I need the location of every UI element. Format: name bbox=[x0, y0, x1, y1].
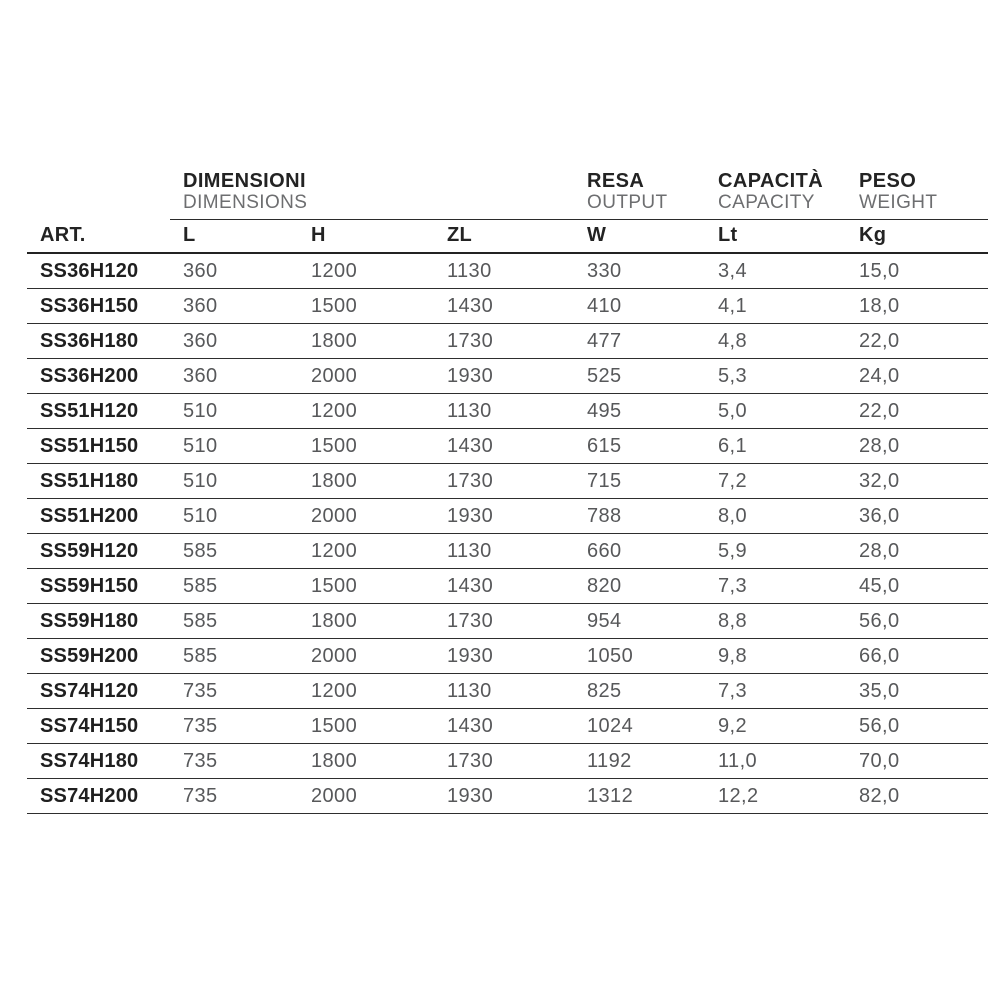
cell-w: 1192 bbox=[574, 744, 705, 779]
cell-kg: 36,0 bbox=[846, 499, 988, 534]
cell-lt: 7,2 bbox=[705, 464, 846, 499]
cell-art: SS74H120 bbox=[27, 674, 170, 709]
cell-zl: 1930 bbox=[434, 639, 574, 674]
cell-zl: 1930 bbox=[434, 499, 574, 534]
unit-header-kg: Kg bbox=[846, 220, 988, 254]
cell-h: 1200 bbox=[298, 534, 434, 569]
group-header-weight bbox=[846, 170, 988, 220]
unit-header-zl: ZL bbox=[434, 220, 574, 254]
cell-kg: 32,0 bbox=[846, 464, 988, 499]
cell-l: 735 bbox=[170, 744, 298, 779]
cell-zl: 1430 bbox=[434, 289, 574, 324]
cell-zl: 1430 bbox=[434, 709, 574, 744]
table-row bbox=[27, 289, 988, 324]
cell-kg: 56,0 bbox=[846, 604, 988, 639]
group-header-row bbox=[27, 170, 988, 220]
cell-art: SS36H150 bbox=[27, 289, 170, 324]
table-row bbox=[27, 744, 988, 779]
cell-kg: 22,0 bbox=[846, 324, 988, 359]
art-header-spacer bbox=[27, 170, 170, 220]
cell-w: 788 bbox=[574, 499, 705, 534]
cell-zl: 1930 bbox=[434, 359, 574, 394]
table-row bbox=[27, 394, 988, 429]
table-row bbox=[27, 464, 988, 499]
cell-l: 735 bbox=[170, 674, 298, 709]
unit-header-l: L bbox=[170, 220, 298, 254]
cell-w: 410 bbox=[574, 289, 705, 324]
cell-h: 1800 bbox=[298, 324, 434, 359]
cell-h: 1200 bbox=[298, 253, 434, 289]
art-column-header: ART. bbox=[27, 220, 170, 254]
cell-h: 1500 bbox=[298, 709, 434, 744]
cell-art: SS51H120 bbox=[27, 394, 170, 429]
cell-l: 360 bbox=[170, 359, 298, 394]
cell-zl: 1930 bbox=[434, 779, 574, 814]
cell-kg: 45,0 bbox=[846, 569, 988, 604]
cell-zl: 1130 bbox=[434, 394, 574, 429]
cell-art: SS51H150 bbox=[27, 429, 170, 464]
cell-art: SS59H150 bbox=[27, 569, 170, 604]
cell-lt: 5,9 bbox=[705, 534, 846, 569]
group-subtitle-weight: WEIGHT bbox=[859, 192, 938, 213]
cell-lt: 3,4 bbox=[705, 253, 846, 289]
cell-lt: 9,2 bbox=[705, 709, 846, 744]
cell-art: SS74H180 bbox=[27, 744, 170, 779]
group-title-capacita: CAPACITÀ bbox=[718, 170, 824, 192]
cell-l: 585 bbox=[170, 569, 298, 604]
cell-zl: 1430 bbox=[434, 429, 574, 464]
group-title-resa: RESA bbox=[587, 170, 645, 192]
cell-w: 954 bbox=[574, 604, 705, 639]
cell-lt: 8,0 bbox=[705, 499, 846, 534]
cell-l: 585 bbox=[170, 534, 298, 569]
cell-h: 1500 bbox=[298, 569, 434, 604]
cell-h: 2000 bbox=[298, 779, 434, 814]
cell-zl: 1730 bbox=[434, 464, 574, 499]
table-body bbox=[27, 253, 988, 814]
table-row bbox=[27, 324, 988, 359]
cell-w: 1024 bbox=[574, 709, 705, 744]
unit-header-row bbox=[27, 220, 988, 254]
cell-lt: 12,2 bbox=[705, 779, 846, 814]
cell-lt: 9,8 bbox=[705, 639, 846, 674]
cell-h: 1500 bbox=[298, 429, 434, 464]
cell-kg: 15,0 bbox=[846, 253, 988, 289]
cell-art: SS59H200 bbox=[27, 639, 170, 674]
cell-art: SS59H180 bbox=[27, 604, 170, 639]
cell-h: 1200 bbox=[298, 674, 434, 709]
cell-lt: 5,0 bbox=[705, 394, 846, 429]
cell-art: SS36H120 bbox=[27, 253, 170, 289]
group-subtitle-output: OUTPUT bbox=[587, 192, 668, 213]
cell-kg: 56,0 bbox=[846, 709, 988, 744]
table-row bbox=[27, 499, 988, 534]
cell-art: SS51H200 bbox=[27, 499, 170, 534]
cell-l: 360 bbox=[170, 324, 298, 359]
cell-h: 2000 bbox=[298, 359, 434, 394]
cell-h: 2000 bbox=[298, 639, 434, 674]
cell-kg: 22,0 bbox=[846, 394, 988, 429]
cell-l: 585 bbox=[170, 639, 298, 674]
cell-lt: 11,0 bbox=[705, 744, 846, 779]
cell-kg: 28,0 bbox=[846, 429, 988, 464]
cell-w: 820 bbox=[574, 569, 705, 604]
table-row bbox=[27, 569, 988, 604]
cell-l: 735 bbox=[170, 779, 298, 814]
table-row bbox=[27, 534, 988, 569]
cell-w: 615 bbox=[574, 429, 705, 464]
group-header-dimensions bbox=[170, 170, 574, 220]
group-subtitle-capacity: CAPACITY bbox=[718, 192, 815, 213]
cell-w: 1050 bbox=[574, 639, 705, 674]
table-row bbox=[27, 253, 988, 289]
cell-kg: 66,0 bbox=[846, 639, 988, 674]
cell-kg: 35,0 bbox=[846, 674, 988, 709]
cell-l: 735 bbox=[170, 709, 298, 744]
cell-w: 525 bbox=[574, 359, 705, 394]
cell-art: SS36H180 bbox=[27, 324, 170, 359]
cell-h: 1800 bbox=[298, 464, 434, 499]
cell-kg: 70,0 bbox=[846, 744, 988, 779]
unit-header-w: W bbox=[574, 220, 705, 254]
table-row bbox=[27, 674, 988, 709]
cell-l: 510 bbox=[170, 499, 298, 534]
cell-l: 360 bbox=[170, 253, 298, 289]
cell-lt: 4,1 bbox=[705, 289, 846, 324]
cell-l: 360 bbox=[170, 289, 298, 324]
cell-w: 715 bbox=[574, 464, 705, 499]
cell-art: SS51H180 bbox=[27, 464, 170, 499]
group-title-dimensioni: DIMENSIONI bbox=[183, 170, 306, 192]
cell-zl: 1130 bbox=[434, 253, 574, 289]
cell-art: SS74H150 bbox=[27, 709, 170, 744]
table-row bbox=[27, 359, 988, 394]
cell-art: SS59H120 bbox=[27, 534, 170, 569]
cell-lt: 5,3 bbox=[705, 359, 846, 394]
cell-art: SS74H200 bbox=[27, 779, 170, 814]
cell-zl: 1130 bbox=[434, 534, 574, 569]
unit-header-lt: Lt bbox=[705, 220, 846, 254]
table-row bbox=[27, 604, 988, 639]
table-row bbox=[27, 709, 988, 744]
group-header-capacity bbox=[705, 170, 846, 220]
cell-kg: 24,0 bbox=[846, 359, 988, 394]
table-row bbox=[27, 429, 988, 464]
unit-header-h: H bbox=[298, 220, 434, 254]
cell-h: 2000 bbox=[298, 499, 434, 534]
cell-w: 477 bbox=[574, 324, 705, 359]
cell-lt: 8,8 bbox=[705, 604, 846, 639]
cell-zl: 1430 bbox=[434, 569, 574, 604]
cell-w: 1312 bbox=[574, 779, 705, 814]
cell-art: SS36H200 bbox=[27, 359, 170, 394]
cell-zl: 1730 bbox=[434, 744, 574, 779]
cell-zl: 1730 bbox=[434, 324, 574, 359]
cell-h: 1200 bbox=[298, 394, 434, 429]
cell-w: 825 bbox=[574, 674, 705, 709]
spec-table bbox=[27, 170, 988, 814]
cell-kg: 82,0 bbox=[846, 779, 988, 814]
table-row bbox=[27, 639, 988, 674]
cell-h: 1800 bbox=[298, 604, 434, 639]
cell-zl: 1130 bbox=[434, 674, 574, 709]
group-subtitle-dimensions: DIMENSIONS bbox=[183, 192, 308, 213]
cell-h: 1800 bbox=[298, 744, 434, 779]
group-header-output bbox=[574, 170, 705, 220]
cell-l: 510 bbox=[170, 394, 298, 429]
cell-lt: 6,1 bbox=[705, 429, 846, 464]
cell-l: 510 bbox=[170, 464, 298, 499]
cell-l: 510 bbox=[170, 429, 298, 464]
cell-h: 1500 bbox=[298, 289, 434, 324]
cell-w: 495 bbox=[574, 394, 705, 429]
cell-w: 330 bbox=[574, 253, 705, 289]
cell-kg: 18,0 bbox=[846, 289, 988, 324]
cell-w: 660 bbox=[574, 534, 705, 569]
group-title-peso: PESO bbox=[859, 170, 917, 192]
cell-kg: 28,0 bbox=[846, 534, 988, 569]
cell-l: 585 bbox=[170, 604, 298, 639]
cell-zl: 1730 bbox=[434, 604, 574, 639]
cell-lt: 7,3 bbox=[705, 674, 846, 709]
cell-lt: 4,8 bbox=[705, 324, 846, 359]
table-row bbox=[27, 779, 988, 814]
cell-lt: 7,3 bbox=[705, 569, 846, 604]
